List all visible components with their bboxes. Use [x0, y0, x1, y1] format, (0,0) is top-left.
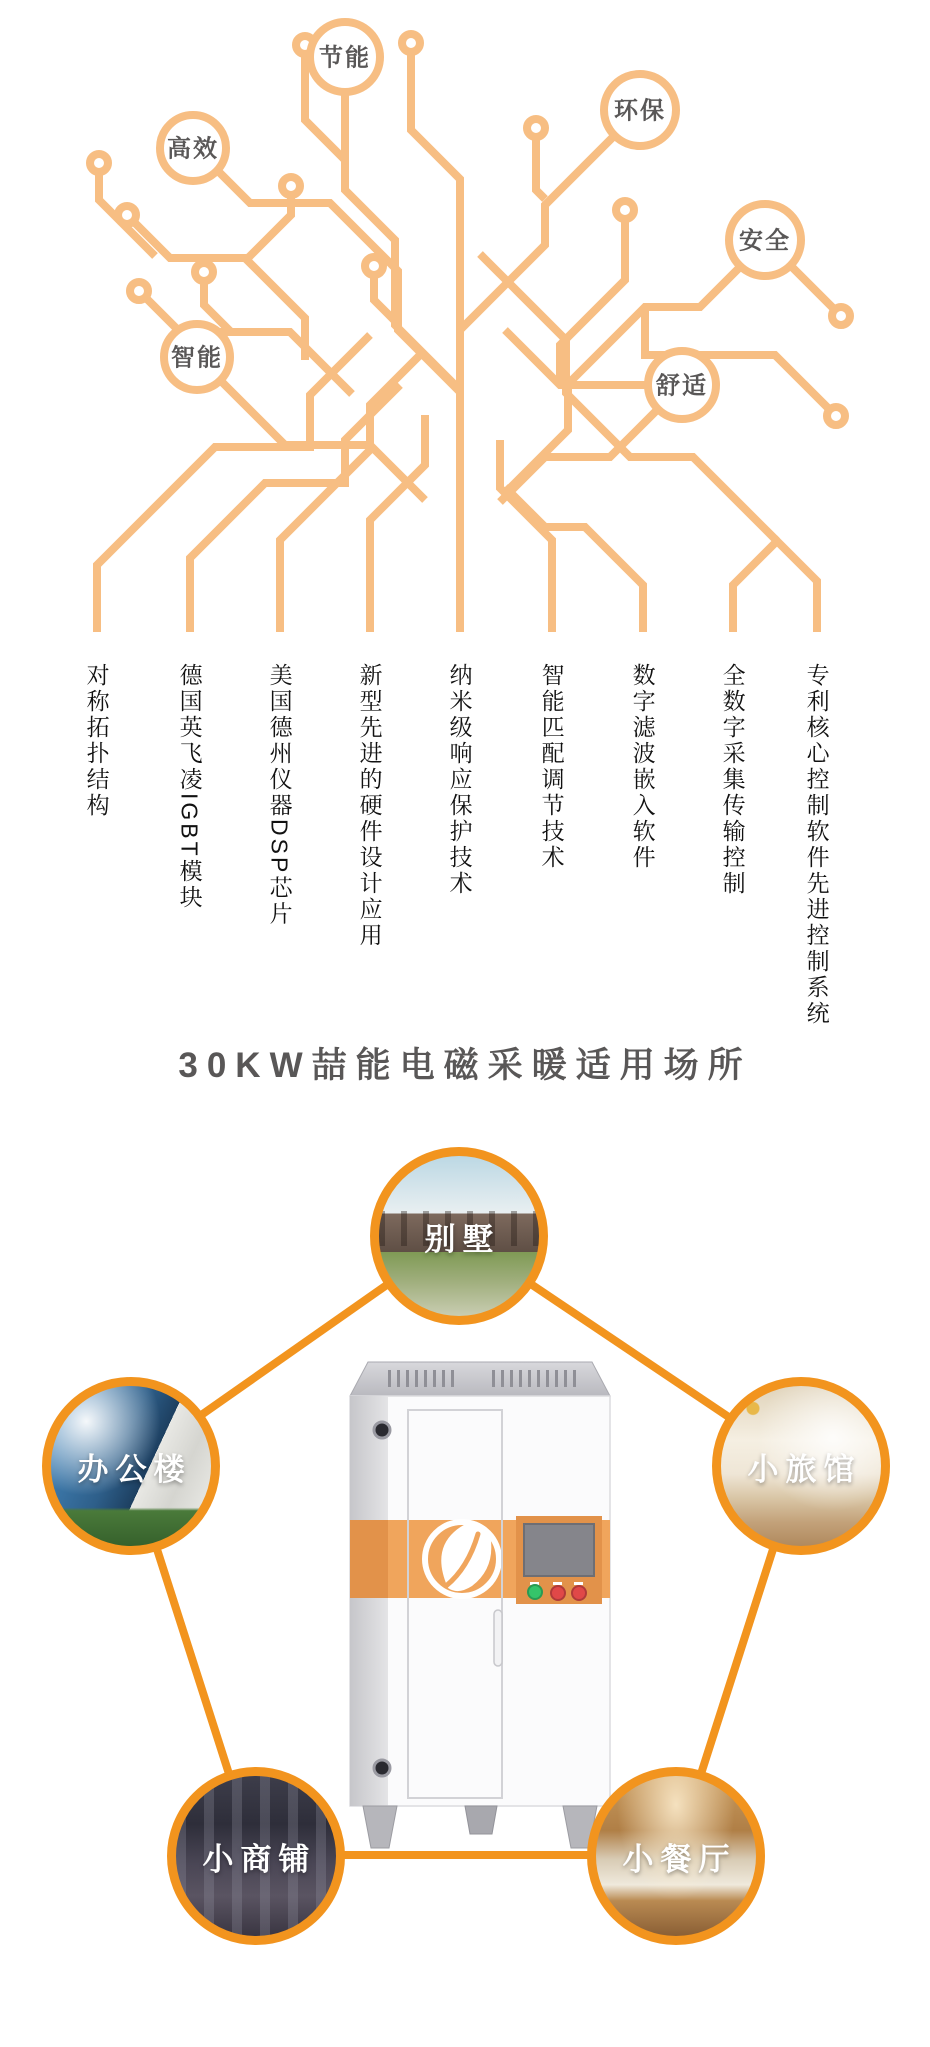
node-circle [827, 407, 845, 425]
heating-boiler-product-image [350, 1362, 610, 1848]
feature-nano-protection: 纳米级响应保护技术 [446, 663, 473, 897]
feature-digital-acquisition: 全数字采集传输控制 [719, 663, 746, 897]
place-circle-office-building [42, 1377, 220, 1555]
red-button [551, 1586, 565, 1600]
bubble-high-efficiency [160, 115, 226, 181]
feature-symmetric-topology: 对称拓扑结构 [83, 663, 110, 819]
feature-list [0, 655, 930, 1040]
feature-digital-filter: 数字滤波嵌入软件 [629, 663, 656, 871]
bubble-label: 高效 [167, 135, 219, 163]
node-circle [365, 257, 383, 275]
bubble-label: 安全 [739, 227, 791, 255]
node-circle [195, 263, 213, 281]
bubble-safety [729, 204, 801, 276]
place-label-small-hotel: 小旅馆 [747, 1451, 862, 1487]
place-label-small-restaurant: 小餐厅 [622, 1841, 737, 1877]
place-circle-villa [370, 1147, 548, 1325]
place-label-small-shop: 小商铺 [202, 1841, 317, 1877]
place-label-office-building: 办公楼 [77, 1451, 192, 1487]
node-circle [832, 307, 850, 325]
bubble-label: 环保 [614, 97, 666, 125]
green-button [528, 1585, 542, 1599]
node-circle [282, 177, 300, 195]
place-label-villa: 别墅 [424, 1221, 501, 1257]
place-circle-small-hotel [712, 1377, 890, 1555]
control-panel [516, 1516, 602, 1604]
node-circle [616, 201, 634, 219]
node-circle [527, 119, 545, 137]
circuit-tree-diagram [0, 0, 930, 660]
node-circle [402, 34, 420, 52]
bubble-label: 智能 [171, 344, 223, 372]
red-button [572, 1586, 586, 1600]
bubble-energy-saving [310, 22, 380, 92]
feature-smart-matching: 智能匹配调节技术 [538, 663, 565, 871]
node-circle [130, 282, 148, 300]
node-circle [118, 206, 136, 224]
bubble-label: 舒适 [656, 372, 708, 400]
feature-hardware-design: 新型先进的硬件设计应用 [356, 663, 383, 949]
feature-patent-control: 专利核心控制软件先进控制系统 [803, 663, 830, 1027]
bubble-eco-friendly [604, 74, 676, 146]
bubble-smart [164, 324, 230, 390]
node-circle [90, 154, 108, 172]
place-circle-small-restaurant [587, 1767, 765, 1945]
bubble-label: 节能 [319, 44, 371, 72]
feature-ti-dsp-chip: 美国德州仪器DSP芯片 [266, 663, 293, 928]
section-title: 30KW喆能电磁采暖适用场所 [178, 1046, 752, 1085]
place-circle-small-shop [167, 1767, 345, 1945]
bubble-comfort [648, 351, 716, 419]
application-places-diagram [0, 1100, 930, 2047]
feature-infineon-igbt: 德国英飞凌IGBT模块 [176, 663, 203, 911]
